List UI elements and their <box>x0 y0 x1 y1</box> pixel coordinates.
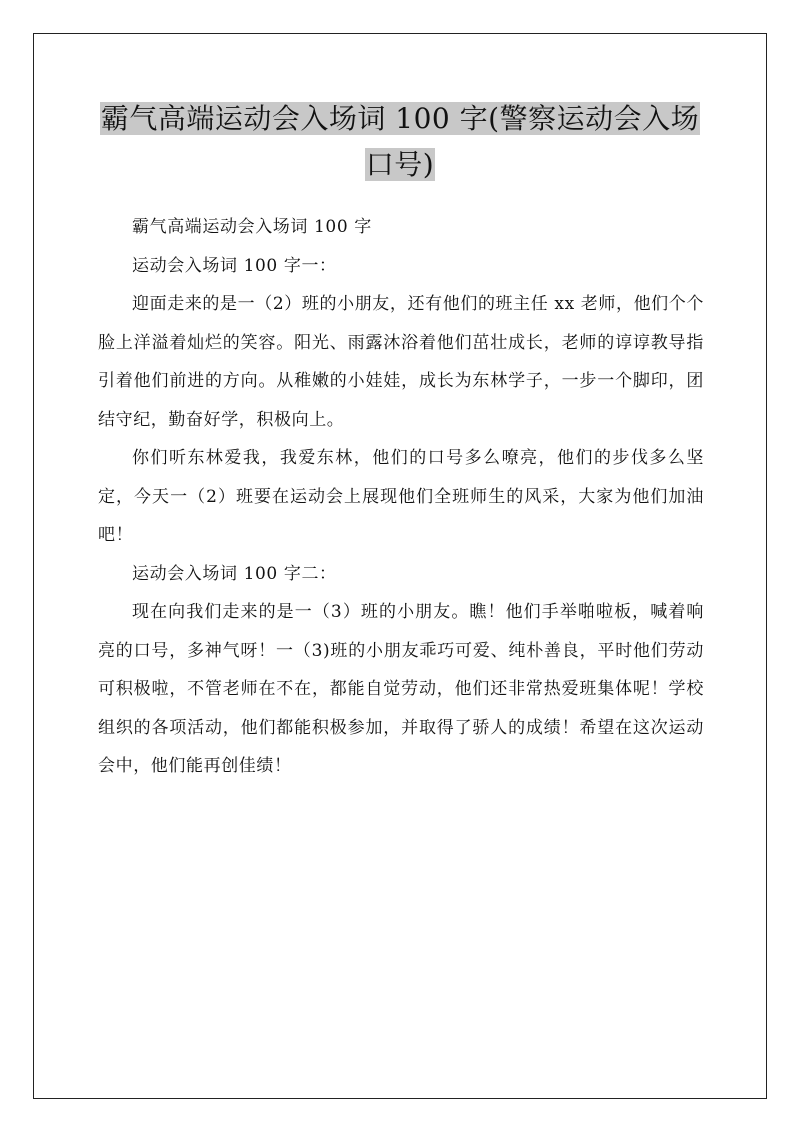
paragraph-body-one-b: 你们听东林爱我，我爱东林，他们的口号多么嘹亮，他们的步伐多么坚定，今天一（2）班要在运动会上展现他们全班师生的风采，大家为他们加油吧！ <box>98 448 704 545</box>
paragraph-heading-two: 运动会入场词 100 字二： <box>132 563 337 584</box>
title-line-2 <box>60 142 740 188</box>
document-body <box>98 208 704 786</box>
paragraph-heading-one: 运动会入场词 100 字一： <box>132 255 337 276</box>
title-line-1 <box>60 96 740 142</box>
title-line-1-text: 霸气高端运动会入场词 100 字(警察运动会入场 <box>100 102 700 135</box>
paragraph-body-two: 现在向我们走来的是一（3）班的小朋友。瞧！他们手举啪啦板，喊着响亮的口号，多神气呀！一（3)班的小朋友乖巧可爱、纯朴善良，平时他们劳动可积极啦，不管老师在不在，都能自觉劳动，他们还非常热爱班集体呢！学校组织的各项活动，他们都能积极参加，并取得了骄人的成绩！希望在这次运动会中，他们能再创佳绩！ <box>98 602 704 776</box>
title-line-2-text: 口号) <box>365 148 435 181</box>
document-title <box>60 96 740 188</box>
paragraph-body-one-a: 迎面走来的是一（2）班的小朋友，还有他们的班主任 xx 老师，他们个个脸上洋溢着灿烂的笑容。阳光、雨露沐浴着他们茁壮成长，老师的谆谆教导指引着他们前进的方向。从稚嫩的小娃娃，成长为东林学子，一步一个脚印，团结守纪，勤奋好学，积极向上。 <box>98 294 704 430</box>
paragraph-subtitle: 霸气高端运动会入场词 100 字 <box>132 217 372 237</box>
